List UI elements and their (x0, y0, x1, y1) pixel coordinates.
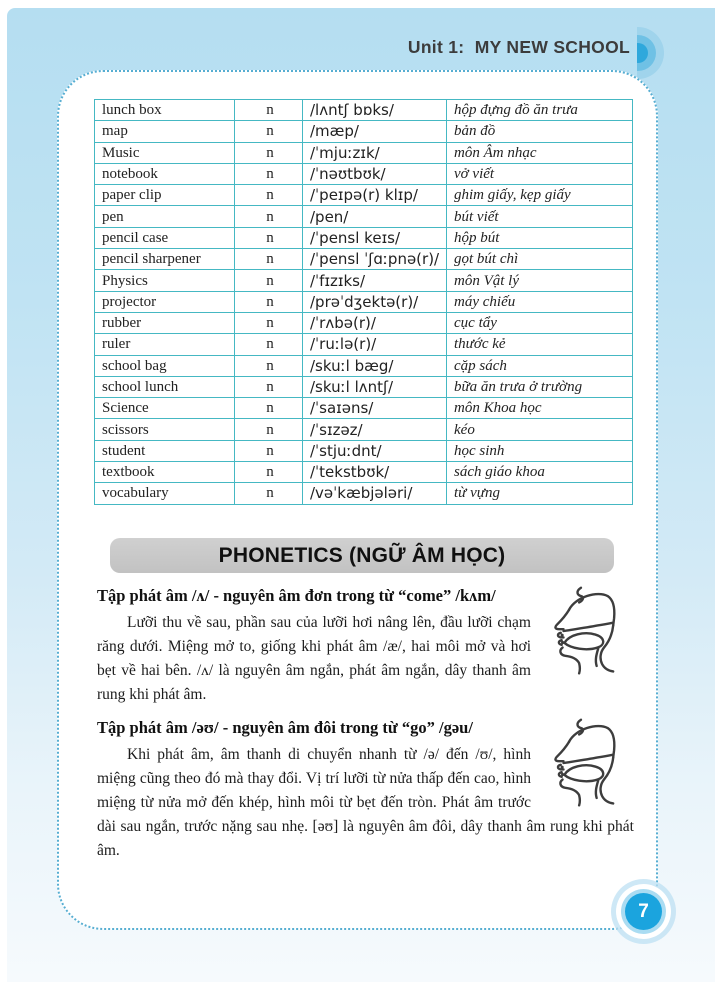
pos-cell: n (235, 312, 303, 333)
meaning-cell: ghim giấy, kẹp giấy (447, 185, 633, 206)
pos-cell: n (235, 334, 303, 355)
table-row (95, 440, 633, 461)
meaning-cell: bữa ăn trưa ở trường (447, 376, 633, 397)
meaning-cell: bút viết (447, 206, 633, 227)
meaning-cell: kéo (447, 419, 633, 440)
table-row (95, 312, 633, 333)
section-body: Khi phát âm, âm thanh di chuyển nhanh từ /ə/ đến /ʊ/, hình miệng cũng theo đó mà thay đổi. Vị trí lưỡi từ nửa thấp đến cao, hình miệng từ nửa mở đến khép, hình môi từ bẹt đến tròn. Phát âm trước dài sau ngắn, trước nặng sau nhẹ. [əʊ] là nguyên âm đôi, dây thanh âm rung khi phát âm. (97, 746, 634, 859)
word-cell: Physics (95, 270, 235, 291)
meaning-cell: học sinh (447, 440, 633, 461)
ipa-cell: /ˈrʌbə(r)/ (303, 312, 447, 333)
word-cell: rubber (95, 312, 235, 333)
table-row (95, 291, 633, 312)
pos-cell: n (235, 163, 303, 184)
table-row (95, 419, 633, 440)
pos-cell: n (235, 398, 303, 419)
meaning-cell: thước kẻ (447, 334, 633, 355)
table-row (95, 206, 633, 227)
ipa-cell: /skuːl lʌntʃ/ (303, 376, 447, 397)
phonetics-title: PHONETICS (NGỮ ÂM HỌC) (218, 543, 506, 567)
word-cell: notebook (95, 163, 235, 184)
table-row (95, 462, 633, 483)
ipa-cell: /ˈpensl ˈʃɑːpnə(r)/ (303, 249, 447, 270)
table-row (95, 249, 633, 270)
pos-cell: n (235, 291, 303, 312)
page-number-badge (625, 893, 662, 930)
ipa-cell: /ˈruːlə(r)/ (303, 334, 447, 355)
meaning-cell: sách giáo khoa (447, 462, 633, 483)
meaning-cell: hộp bút (447, 227, 633, 248)
pos-cell: n (235, 355, 303, 376)
table-row (95, 355, 633, 376)
word-cell: map (95, 121, 235, 142)
table-row (95, 142, 633, 163)
pos-cell: n (235, 185, 303, 206)
word-cell: Science (95, 398, 235, 419)
unit-title: Unit 1: MY NEW SCHOOL (407, 37, 630, 57)
phonetics-header (110, 538, 614, 573)
meaning-cell: từ vựng (447, 483, 633, 504)
section-body: Lưỡi thu về sau, phần sau của lưỡi hơi nâng lên, đầu lưỡi chạm răng dưới. Miệng mở to, giống khi phát âm /æ/, hai môi mở và hơi bẹt về hai bên. /ʌ/ là nguyên âm ngắn, phát âm ngắn, dây thanh âm rung khi phát âm. (97, 614, 531, 703)
table-row (95, 376, 633, 397)
word-cell: paper clip (95, 185, 235, 206)
ipa-cell: /ˈmjuːzɪk/ (303, 142, 447, 163)
table-row (95, 227, 633, 248)
meaning-cell: môn Vật lý (447, 270, 633, 291)
mouth-diagram-icon (539, 717, 634, 809)
meaning-cell: gọt bút chì (447, 249, 633, 270)
word-cell: pencil case (95, 227, 235, 248)
word-cell: lunch box (95, 100, 235, 121)
table-row (95, 185, 633, 206)
pos-cell: n (235, 483, 303, 504)
ipa-cell: /pen/ (303, 206, 447, 227)
table-row (95, 398, 633, 419)
pos-cell: n (235, 227, 303, 248)
vocab-table (94, 99, 633, 505)
meaning-cell: môn Âm nhạc (447, 142, 633, 163)
ipa-cell: /ˈstjuːdnt/ (303, 440, 447, 461)
table-row (95, 100, 633, 121)
meaning-cell: cặp sách (447, 355, 633, 376)
ipa-cell: /mæp/ (303, 121, 447, 142)
pos-cell: n (235, 419, 303, 440)
table-row (95, 270, 633, 291)
ipa-cell: /ˈsɪzəz/ (303, 419, 447, 440)
ipa-cell: /vəˈkæbjələri/ (303, 483, 447, 504)
mouth-diagram-icon (539, 585, 634, 677)
meaning-cell: hộp đựng đồ ăn trưa (447, 100, 633, 121)
pos-cell: n (235, 462, 303, 483)
vocab-table-body (95, 100, 633, 505)
word-cell: ruler (95, 334, 235, 355)
section-heading: Tập phát âm /əʊ/ - nguyên âm đôi trong từ “go” /gəu/ (97, 718, 473, 737)
meaning-cell: cục tẩy (447, 312, 633, 333)
ipa-cell: /ˈtekstbʊk/ (303, 462, 447, 483)
ipa-cell: /skuːl bæg/ (303, 355, 447, 376)
phonetics-section-2 (97, 715, 634, 863)
pos-cell: n (235, 121, 303, 142)
page-number: 7 (638, 900, 649, 922)
unit-circle-icon (637, 26, 669, 80)
table-row (95, 334, 633, 355)
pos-cell: n (235, 270, 303, 291)
word-cell: projector (95, 291, 235, 312)
table-row (95, 163, 633, 184)
pos-cell: n (235, 440, 303, 461)
ipa-cell: /ˈfɪzɪks/ (303, 270, 447, 291)
meaning-cell: bản đồ (447, 121, 633, 142)
section-heading: Tập phát âm /ʌ/ - nguyên âm đơn trong từ “come” /kʌm/ (97, 586, 496, 605)
pos-cell: n (235, 142, 303, 163)
word-cell: Music (95, 142, 235, 163)
ipa-cell: /prəˈdʒektə(r)/ (303, 291, 447, 312)
word-cell: pen (95, 206, 235, 227)
table-row (95, 483, 633, 504)
word-cell: school lunch (95, 376, 235, 397)
pos-cell: n (235, 206, 303, 227)
word-cell: student (95, 440, 235, 461)
content-card (57, 70, 658, 930)
meaning-cell: máy chiếu (447, 291, 633, 312)
word-cell: school bag (95, 355, 235, 376)
ipa-cell: /ˈpeɪpə(r) klɪp/ (303, 185, 447, 206)
pos-cell: n (235, 376, 303, 397)
ipa-cell: /ˈsaɪəns/ (303, 398, 447, 419)
ipa-cell: /lʌntʃ bɒks/ (303, 100, 447, 121)
ipa-cell: /ˈpensl keɪs/ (303, 227, 447, 248)
meaning-cell: vở viết (447, 163, 633, 184)
meaning-cell: môn Khoa học (447, 398, 633, 419)
pos-cell: n (235, 100, 303, 121)
phonetics-section-1 (97, 583, 634, 707)
word-cell: vocabulary (95, 483, 235, 504)
word-cell: textbook (95, 462, 235, 483)
word-cell: pencil sharpener (95, 249, 235, 270)
table-row (95, 121, 633, 142)
word-cell: scissors (95, 419, 235, 440)
pos-cell: n (235, 249, 303, 270)
phonetics-content (97, 583, 634, 863)
ipa-cell: /ˈnəʊtbʊk/ (303, 163, 447, 184)
